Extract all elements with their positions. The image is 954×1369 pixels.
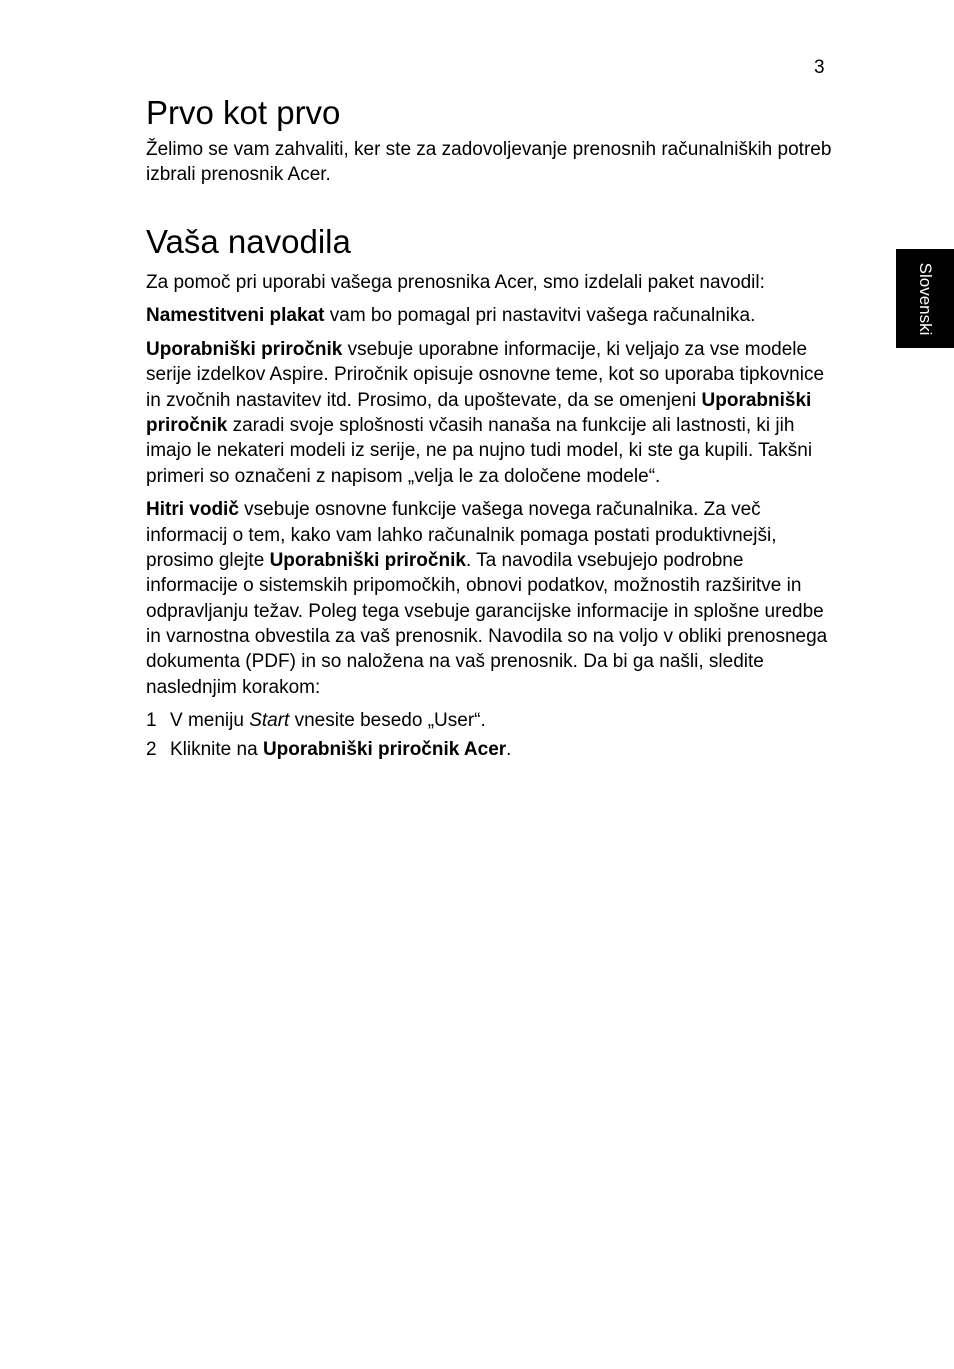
section-title-first-things: Prvo kot prvo: [146, 94, 341, 131]
step-text-post: vnesite besedo „User“.: [289, 710, 486, 732]
step-guide-name: Uporabniški priročnik Acer: [262, 738, 507, 760]
step-number: 1: [146, 710, 157, 732]
intro-paragraph: Želimo se vam zahvaliti, ker ste za zadovoljevanje prenosnih računalniških potreb izbrali prenosnik Acer.: [146, 139, 832, 186]
quick-guide-term: Hitri vodič: [146, 499, 239, 521]
user-guide-term: Uporabniški priročnik: [146, 339, 343, 361]
guides-intro-paragraph: Za pomoč pri uporabi vašega prenosnika Acer, smo izdelali paket navodil:: [146, 271, 765, 293]
page-number: 3: [814, 57, 825, 78]
setup-poster-text: vam bo pomagal pri nastavitvi vašega računalnika.: [324, 305, 756, 327]
step-item: [146, 708, 836, 733]
quick-guide-paragraph: [146, 497, 836, 699]
language-side-tab: [896, 249, 954, 348]
step-text-pre: Kliknite na: [170, 738, 263, 760]
step-number: 2: [146, 738, 157, 760]
user-guide-term-2: Uporabniški priročnik: [146, 389, 812, 437]
step-menu-name: Start: [249, 710, 290, 732]
user-guide-text-2: zaradi svoje splošnosti včasih nanaša na funkcije ali lastnosti, ki jih imajo le nekateri modeli iz serije, ne pa nujno tudi model, ki ste ga kupili. Takšni primeri so označeni z napisom „velja le za določene modele“.: [146, 415, 813, 487]
language-side-tab-label: Slovenski: [916, 262, 935, 335]
quick-guide-text-1: vsebuje osnovne funkcije vašega novega računalnika. Za več informacij o tem, kako vam lahko računalnik pomaga postati produktivnejši, prosimo glejte: [146, 499, 777, 572]
steps-list: [146, 708, 836, 762]
step-item: [146, 737, 836, 762]
quick-guide-text-2: . Ta navodila vsebujejo podrobne informacije o sistemskih pripomočkih, obnovi podatkov, možnostih razširitve in odpravljanju težav. Poleg tega vsebuje garancijske informacije in splošne uredbe in varnostna obvestila za vaš prenosnik. Navodila so na voljo v obliki prenosnega dokumenta (PDF) in so naložena na vaš prenosnik. Da bi ga našli, sledite naslednjim korakom:: [146, 550, 828, 698]
setup-poster-term: Namestitveni plakat: [146, 305, 325, 327]
page-content: [146, 93, 836, 765]
user-guide-paragraph: [146, 337, 836, 489]
user-guide-text-1: vsebuje uporabne informacije, ki veljajo za vse modele serije izdelkov Aspire. Priročnik opisuje osnovne teme, kot so uporaba tipkovnice in zvočnih nastavitev itd. Prosimo, da upoštevate, da se omenjeni: [146, 339, 825, 411]
step-text: [170, 708, 486, 733]
quick-guide-user-guide-term: Uporabniški priročnik: [269, 550, 466, 572]
section-title-your-guides: Vaša navodila: [146, 222, 351, 260]
setup-poster-paragraph: [146, 303, 836, 328]
step-text: [170, 737, 511, 762]
step-text-post: .: [506, 738, 512, 760]
step-text-pre: V meniju: [170, 710, 250, 732]
